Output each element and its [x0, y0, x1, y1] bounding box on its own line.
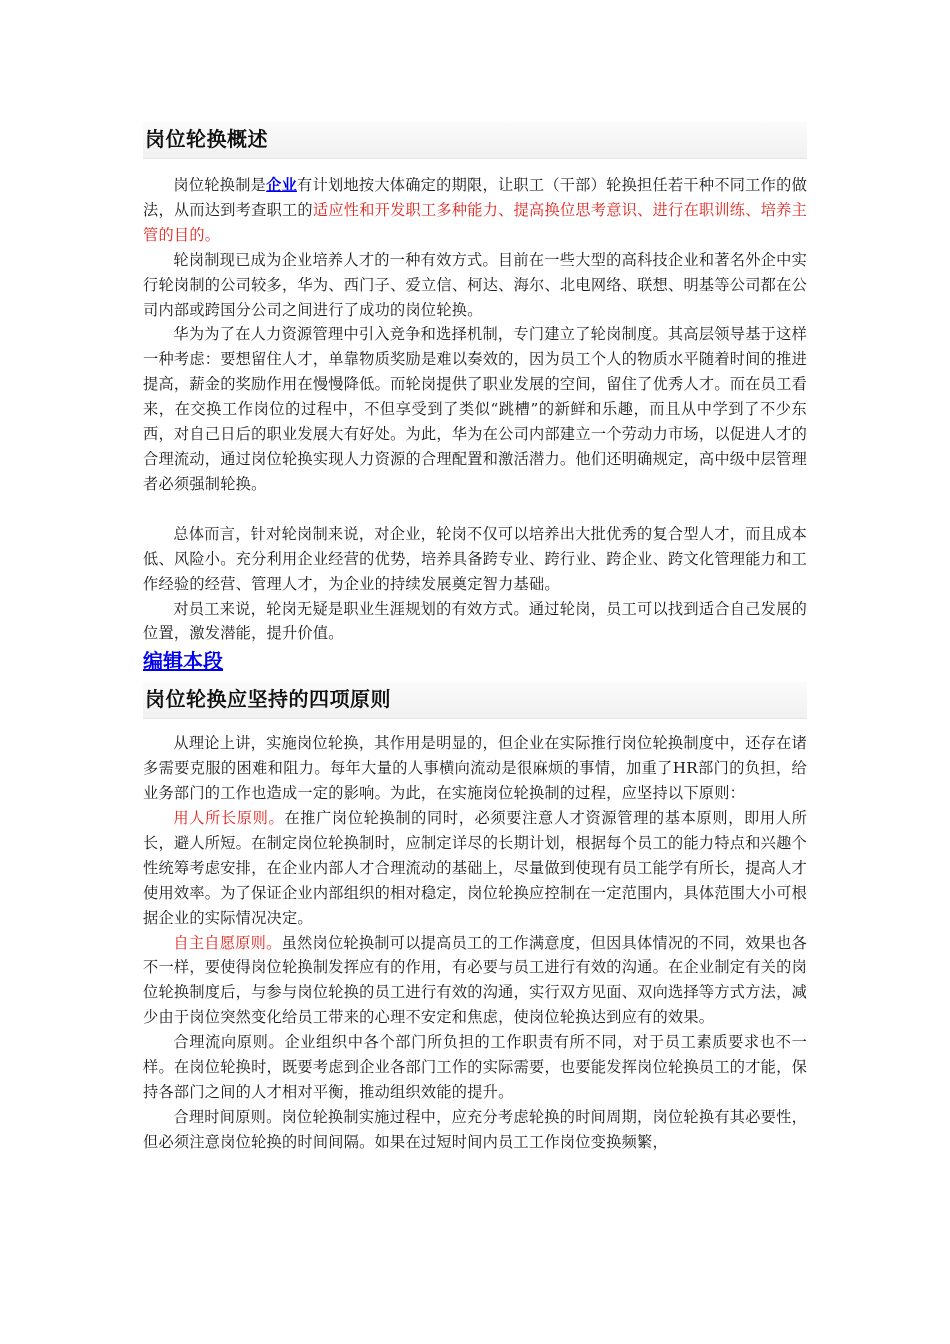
section2-heading-band: [143, 682, 807, 719]
p1-text-middle: 有计划地按大体确定的期限，让职工（干部）轮换担任若干种不同工作的做法，从而达到考查职工的: [143, 176, 808, 219]
paragraph-spacer: [143, 497, 807, 522]
section1-paragraph-4: 总体而言，针对轮岗制来说，对企业，轮岗不仅可以培养出大批优秀的复合型人才，而且成本低、风险小。充分利用企业经营的优势，培养具备跨专业、跨行业、跨企业、跨文化管理能力和工作经验的经营、管理人才，为企业的持续发展奠定智力基础。: [143, 524, 807, 593]
section2-paragraph-1: 从理论上讲，实施岗位轮换，其作用是明显的，但企业在实际推行岗位轮换制度中，还存在诸多需要克服的困难和阻力。每年大量的人事横向流动是很麻烦的事情，加重了HR部门的负担，给业务部门的工作也造成一定的影响。为此，在实施岗位轮换制的过程，应坚持以下原则：: [143, 734, 807, 803]
principle-label-2: 自主自愿原则。: [173, 933, 282, 952]
principle-text-1: 在推广岗位轮换制的同时，必须要注意人才资源管理的基本原则，即用人所长，避人所短。在制定岗位轮换制时，应制定详尽的长期计划，根据每个员工的能力特点和兴趣个性统筹考虑安排，在企业内部人才合理流动的基础上，尽量做到使现有员工能学有所长，提高人才使用效率。为了保证企业内部组织的相对稳定，岗位轮换应控制在一定范围内，具体范围大小可根据企业的实际情况决定。: [143, 809, 808, 927]
section2-title: 岗位轮换应坚持的四项原则: [145, 687, 391, 712]
section2-paragraph-4: 合理流向原则。企业组织中各个部门所负担的工作职责有所不同，对于员工素质要求也不一样。在岗位轮换时，既要考虑到企业各部门工作的实际需要，也要能发挥岗位轮换员工的才能，保持各部门之间的人才相对平衡，推动组织效能的提升。: [143, 1033, 807, 1101]
section1-paragraph-1: [143, 173, 807, 248]
section2-paragraph-5: 合理时间原则。岗位轮换制实施过程中，应充分考虑轮换的时间周期，岗位轮换有其必要性，但必须注意岗位轮换的时间间隔。如果在过短时间内员工工作岗位变换频繁，: [143, 1107, 807, 1151]
edit-section-link[interactable]: 编辑本段: [143, 649, 223, 674]
section1-paragraph-5: 对员工来说，轮岗无疑是职业生涯规划的有效方式。通过轮岗，员工可以找到适合自己发展的位置，激发潜能，提升价值。: [143, 599, 807, 643]
section1-title: 岗位轮换概述: [145, 127, 268, 151]
section2-body: [143, 731, 807, 1154]
section1-paragraph-2: 轮岗制现已成为企业培养人才的一种有效方式。目前在一些大型的高科技企业和著名外企中实行轮岗制的公司较多，华为、西门子、爱立信、柯达、海尔、北电网络、联想、明基等公司都在公司内部或跨国分公司之间进行了成功的岗位轮换。: [143, 250, 807, 319]
section1-heading-band: [143, 122, 807, 159]
enterprise-link[interactable]: 企业: [266, 176, 298, 194]
section2: [143, 682, 807, 1154]
p1-text-before: 岗位轮换制是: [173, 176, 267, 194]
section1-body: [143, 173, 807, 646]
article-body: [143, 122, 807, 1155]
section2-paragraph-2: [143, 806, 807, 931]
section1-paragraph-3: 华为为了在人力资源管理中引入竞争和选择机制，专门建立了轮岗制度。其高层领导基于这样一种考虑：要想留住人才，单靠物质奖励是难以奏效的，因为员工个人的物质水平随着时间的推进提高，薪金的奖励作用在慢慢降低。而轮岗提供了职业发展的空间，留住了优秀人才。而在员工看来，在交换工作岗位的过程中，不但享受到了类似“跳槽”的新鲜和乐趣，而且从中学到了不少东西，对自己日后的职业发展大有好处。为此，华为在公司内部建立一个劳动力市场，以促进人才的合理流动，通过岗位轮换实现人力资源的合理配置和激活潜力。他们还明确规定，高中级中层管理者必须强制轮换。: [143, 325, 807, 493]
p1-highlight: 适应性和开发职工多种能力、提高换位思考意识、进行在职训练、培养主管的目的。: [143, 200, 808, 244]
principle-label-1: 用人所长原则。: [173, 809, 285, 828]
section2-paragraph-3: [143, 931, 807, 1031]
principle-text-2: 虽然岗位轮换制可以提高员工的工作满意度，但因具体情况的不同，效果也各不一样，要使得岗位轮换制发挥应有的作用，有必要与员工进行有效的沟通。在企业制定有关的岗位轮换制度后，与参与岗位轮换的员工进行有效的沟通，实行双方见面、双向选择等方式方法，减少由于岗位突然变化给员工带来的心理不安定和焦虑，使岗位轮换达到应有的效果。: [143, 933, 808, 1027]
